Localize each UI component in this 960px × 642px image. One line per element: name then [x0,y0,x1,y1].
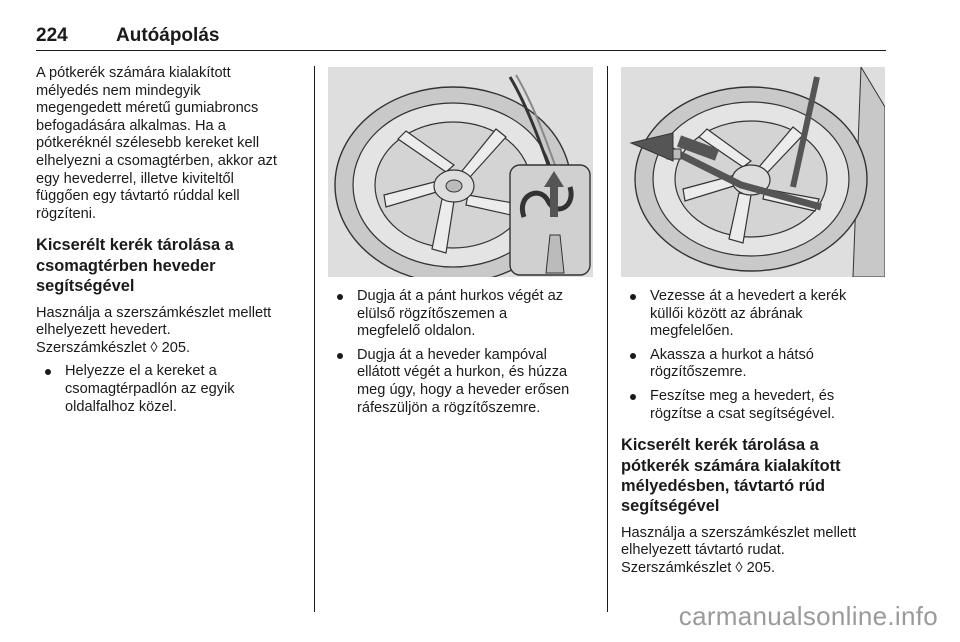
bullet-list [621,288,886,423]
column-divider-2 [607,66,608,612]
list-item: Dugja át a pánt hurkos végét az elülső rögzítőszemen a megfelelő oldalon. [328,288,596,341]
list-item: Dugja át a heveder kampóval ellátott végét a hurkon, és húzza meg úgy, hogy a heveder erősen ráfeszüljön a rögzítőszemre. [328,347,596,417]
spacer-instructions: Használja a szerszámkészlet mellett elhelyezett távtartó rudat. Szerszámkészlet ◊ 205. [621,524,857,576]
column-3 [621,288,886,578]
strap-instructions: Használja a szerszámkészlet mellett elhelyezett hevedert. Szerszámkészlet ◊ 205. [36,304,272,356]
section-title: Autóápolás [116,25,220,46]
column-divider-1 [314,66,315,612]
list-item: Akassza a hurkot a hátsó rögzítőszemre. [621,347,886,382]
figure-strap-loop [328,67,593,277]
intro-paragraph: A pótkerék számára kialakított mélyedés nem mindegyik megengedett méretű gumiabroncs befogadására alkalmas. Ha a pótkeréknél szélesebb kereket kell elhelyezni a csomagtérben, akkor azt egy hevederrel, illetve kiviteltől függően egy távtartó rúddal kell rögzíteni. [36,65,277,222]
list-item: Helyezze el a kereket a csomagtérpadlón az egyik oldalfalhoz közel. [36,363,308,416]
section-heading-strap: Kicserélt kerék tárolása a csomagtérben heveder segítségével [36,236,234,296]
page-number: 224 [36,25,68,46]
bullet-list [328,288,596,417]
section-heading-spacer: Kicserélt kerék tárolása a pótkerék számára kialakított mélyedésben, távtartó rúd segítségével [621,436,841,516]
column-2 [328,288,596,417]
list-item: Vezesse át a hevedert a kerék küllői között az ábrának megfelelően. [621,288,886,341]
header-rule [36,50,886,51]
list-item: Feszítse meg a hevedert, és rögzítse a csat segítségével. [621,388,886,423]
watermark: carmanualsonline.info [678,601,938,631]
figure-strap-routing [621,67,885,277]
bullet-list [36,363,308,416]
page-header [36,25,886,51]
column-1 [36,65,308,416]
